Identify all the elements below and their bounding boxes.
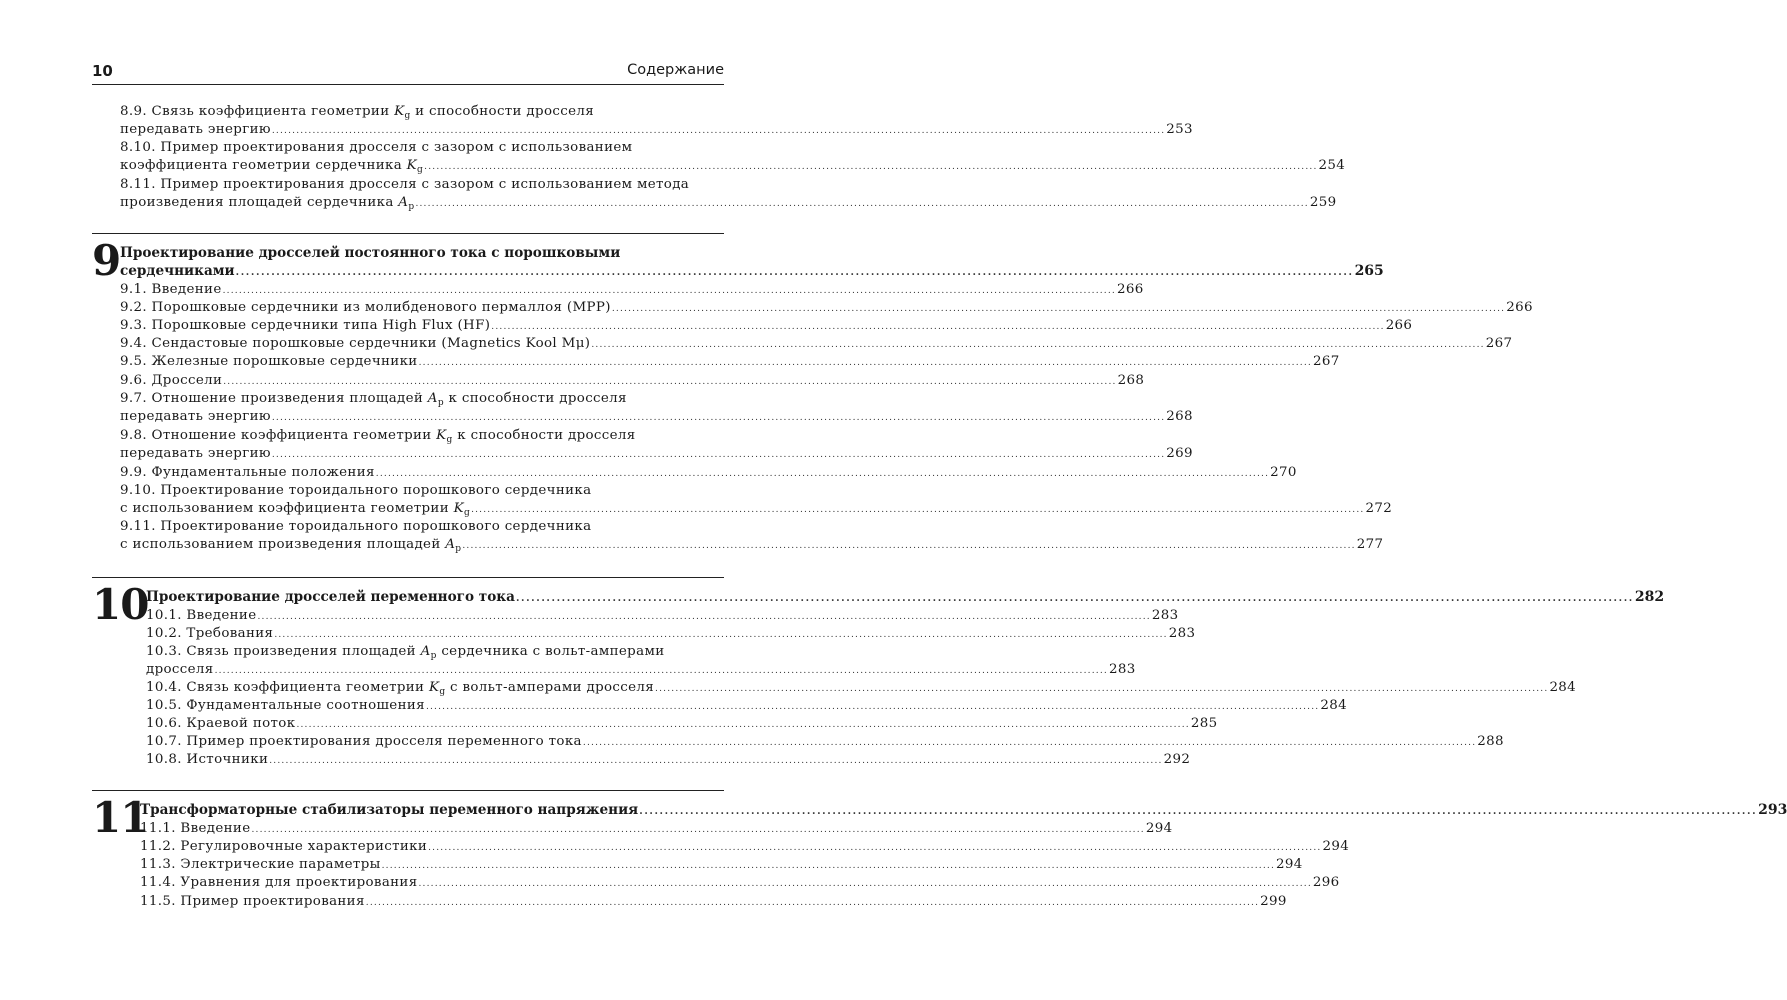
toc-page: 253 — [1166, 122, 1193, 137]
toc-page: 272 — [1365, 501, 1393, 516]
dot-leader: ............................................................................................................................................................................................................................ — [418, 879, 1312, 889]
toc-page: 299 — [1260, 894, 1287, 909]
dot-leader: ............................................................................................................................................................................................................................ — [611, 304, 1506, 314]
toc-page: 284 — [1320, 698, 1347, 713]
toc-page: 294 — [1276, 857, 1303, 872]
toc-page: 294 — [1322, 839, 1350, 854]
toc-page: 266 — [1385, 318, 1413, 333]
toc-page: 266 — [1117, 282, 1144, 297]
toc-page: 294 — [1145, 821, 1173, 836]
page-header — [92, 60, 724, 84]
dot-leader: ............................................................................................................................................................................................................................ — [365, 898, 1260, 908]
dot-leader: ............................................................................................................................................................................................................................ — [424, 162, 1318, 172]
toc-page: 268 — [1117, 373, 1145, 388]
toc-page: 268 — [1166, 409, 1193, 424]
dot-leader: ............................................................................................................................................................................................................................ — [591, 340, 1485, 350]
dot-leader: ............................................................................................................................................................................................................................ — [274, 630, 1168, 640]
dot-leader: ............................................................................................................................................................................................................................ — [257, 612, 1151, 622]
toc-page: 259 — [1309, 195, 1337, 210]
dot-leader: ............................................................................................................................................................................................................................ — [222, 286, 1116, 296]
toc-page: 283 — [1108, 662, 1136, 677]
dot-leader: ............................................................................................................................................................................................................................ — [251, 825, 1145, 835]
dot-leader: ............................................................................................................................................................................................................................ — [375, 469, 1270, 479]
chapter-number-9: 9 — [92, 236, 121, 285]
dot-leader: ............................................................................................................................................................................................................................ — [425, 702, 1320, 712]
header-rule — [92, 84, 724, 85]
dot-leader: ............................................................................................................................................................................................................................ — [582, 738, 1477, 748]
dot-leader: ............................................................................................................................................................................................................................ — [515, 593, 1634, 604]
dot-leader: ............................................................................................................................................................................................................................ — [639, 806, 1758, 817]
section-rule — [92, 233, 724, 234]
toc-page: 254 — [1318, 158, 1346, 173]
toc-page: 293 — [1758, 802, 1787, 818]
dot-leader: ............................................................................................................................................................................................................................ — [271, 126, 1166, 136]
toc-page: 277 — [1356, 537, 1384, 552]
dot-leader: ............................................................................................................................................................................................................................ — [214, 666, 1108, 676]
toc-page: 296 — [1312, 875, 1340, 890]
toc-page: 283 — [1151, 608, 1179, 623]
toc-page: 284 — [1549, 680, 1577, 695]
dot-leader: ............................................................................................................................................................................................................................ — [415, 199, 1309, 209]
chapter-number-11: 11 — [92, 793, 149, 842]
chapter-number-10: 10 — [92, 580, 149, 629]
dot-leader: ............................................................................................................................................................................................................................ — [381, 861, 1276, 871]
running-head: Содержание — [627, 62, 724, 78]
toc-page: 292 — [1163, 752, 1191, 767]
toc-page: 266 — [1506, 300, 1533, 315]
dot-leader: ............................................................................................................................................................................................................................ — [655, 684, 1549, 694]
toc-page: 267 — [1312, 354, 1340, 369]
toc-page: 265 — [1354, 263, 1384, 279]
toc-page: 285 — [1190, 716, 1218, 731]
section-rule — [92, 790, 724, 791]
dot-leader: ............................................................................................................................................................................................................................ — [418, 358, 1312, 368]
toc-page: 282 — [1634, 589, 1665, 605]
dot-leader: ............................................................................................................................................................................................................................ — [462, 541, 1356, 551]
dot-leader: ............................................................................................................................................................................................................................ — [269, 756, 1163, 766]
dot-leader: ............................................................................................................................................................................................................................ — [223, 377, 1117, 387]
dot-leader: ............................................................................................................................................................................................................................ — [271, 450, 1166, 460]
dot-leader: ............................................................................................................................................................................................................................ — [296, 720, 1190, 730]
toc-page: 269 — [1166, 446, 1193, 461]
dot-leader: ............................................................................................................................................................................................................................ — [235, 267, 1354, 278]
toc-page: 283 — [1168, 626, 1196, 641]
dot-leader: ............................................................................................................................................................................................................................ — [491, 322, 1385, 332]
toc-page: 267 — [1485, 336, 1513, 351]
dot-leader: ............................................................................................................................................................................................................................ — [471, 505, 1365, 515]
toc-page: 288 — [1477, 734, 1504, 749]
section-rule — [92, 577, 724, 578]
dot-leader: ............................................................................................................................................................................................................................ — [428, 843, 1322, 853]
page-number: 10 — [92, 62, 113, 80]
dot-leader: ............................................................................................................................................................................................................................ — [271, 413, 1166, 423]
toc-page: 270 — [1270, 465, 1297, 480]
